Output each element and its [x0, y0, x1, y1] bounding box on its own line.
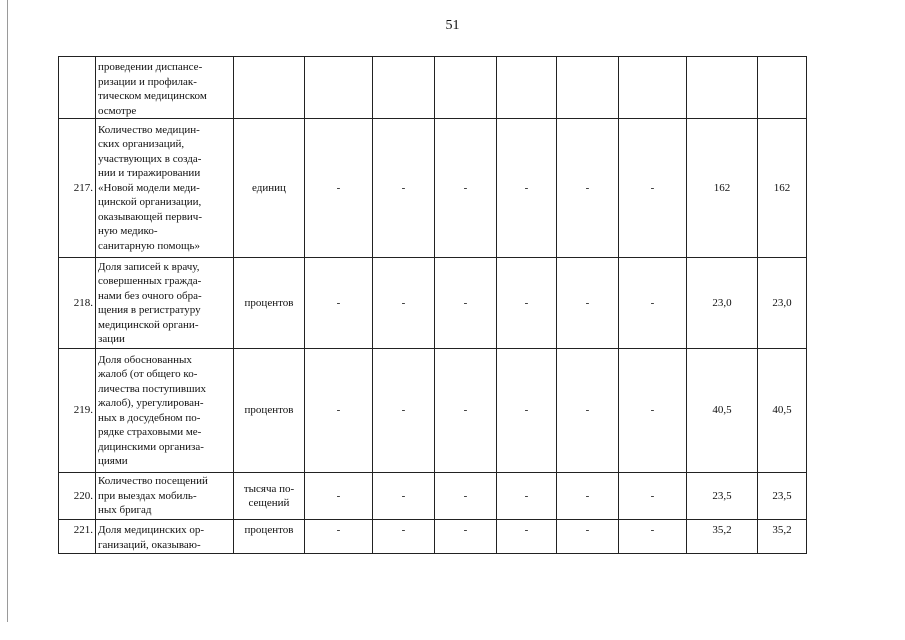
value-cell: - [497, 473, 557, 520]
value-cell: 23,0 [758, 258, 807, 349]
unit-of-measure: тысяча по- сещений [234, 473, 305, 520]
value-cell: - [435, 520, 497, 554]
value-cell: - [557, 349, 619, 473]
unit-of-measure: процентов [234, 520, 305, 554]
value-cell [687, 57, 758, 119]
table-row [59, 520, 807, 554]
value-cell: - [373, 520, 435, 554]
unit-of-measure: единиц [234, 119, 305, 258]
value-cell: - [305, 520, 373, 554]
value-cell [373, 57, 435, 119]
value-cell: 40,5 [758, 349, 807, 473]
row-number: 220. [59, 473, 96, 520]
value-cell: - [435, 349, 497, 473]
value-cell [619, 57, 687, 119]
value-cell: 23,0 [687, 258, 758, 349]
value-cell: - [619, 258, 687, 349]
value-cell: - [435, 473, 497, 520]
value-cell [758, 57, 807, 119]
value-cell: 40,5 [687, 349, 758, 473]
value-cell: 23,5 [758, 473, 807, 520]
row-number: 221. [59, 520, 96, 554]
value-cell: - [435, 119, 497, 258]
value-cell: - [497, 349, 557, 473]
value-cell: 162 [687, 119, 758, 258]
value-cell: - [557, 520, 619, 554]
value-cell [435, 57, 497, 119]
value-cell: - [557, 473, 619, 520]
indicator-name: Количество медицин- ских организаций, участвующих в созда- нии и тиражировании «Новой модели меди- цинской организации, оказывающей первич- ную медико- санитарную помощь» [96, 119, 234, 258]
indicator-name: Количество посещений при выездах мобиль- ных бригад [96, 473, 234, 520]
value-cell: 23,5 [687, 473, 758, 520]
value-cell: - [557, 119, 619, 258]
value-cell: - [305, 119, 373, 258]
value-cell: - [557, 258, 619, 349]
value-cell: - [619, 119, 687, 258]
page-number: 51 [445, 18, 460, 33]
row-number: 219. [59, 349, 96, 473]
value-cell [557, 57, 619, 119]
value-cell: 35,2 [758, 520, 807, 554]
row-number [59, 57, 96, 119]
value-cell [305, 57, 373, 119]
table-row [59, 258, 807, 349]
value-cell: 35,2 [687, 520, 758, 554]
value-cell: - [305, 473, 373, 520]
value-cell: - [497, 258, 557, 349]
indicator-name: Доля записей к врачу, совершенных гражда- нами без очного обра- щения в регистратуру медицинской органи- зации [96, 258, 234, 349]
value-cell: - [305, 349, 373, 473]
table-row [59, 119, 807, 258]
value-cell: - [435, 258, 497, 349]
indicator-name: Доля медицинских ор- ганизаций, оказываю- [96, 520, 234, 554]
value-cell: - [373, 119, 435, 258]
page-margin-rule [7, 0, 8, 622]
table-row [59, 473, 807, 520]
unit-of-measure: процентов [234, 258, 305, 349]
indicator-name: Доля обоснованных жалоб (от общего ко- личества поступивших жалоб), урегулирован- ных в досудебном по- рядке страховыми ме- дицинскими организа- циями [96, 349, 234, 473]
value-cell [497, 57, 557, 119]
table-row [59, 57, 807, 119]
row-number: 217. [59, 119, 96, 258]
value-cell: - [497, 520, 557, 554]
unit-of-measure [234, 57, 305, 119]
table-row [59, 349, 807, 473]
value-cell: - [619, 520, 687, 554]
value-cell: - [373, 473, 435, 520]
unit-of-measure: процентов [234, 349, 305, 473]
row-number: 218. [59, 258, 96, 349]
indicator-name: проведении диспансе- ризации и профилак- тическом медицинском осмотре [96, 57, 234, 119]
value-cell: - [497, 119, 557, 258]
value-cell: - [373, 349, 435, 473]
indicators-table [58, 56, 807, 554]
value-cell: - [373, 258, 435, 349]
value-cell: - [305, 258, 373, 349]
value-cell: - [619, 349, 687, 473]
value-cell: - [619, 473, 687, 520]
value-cell: 162 [758, 119, 807, 258]
